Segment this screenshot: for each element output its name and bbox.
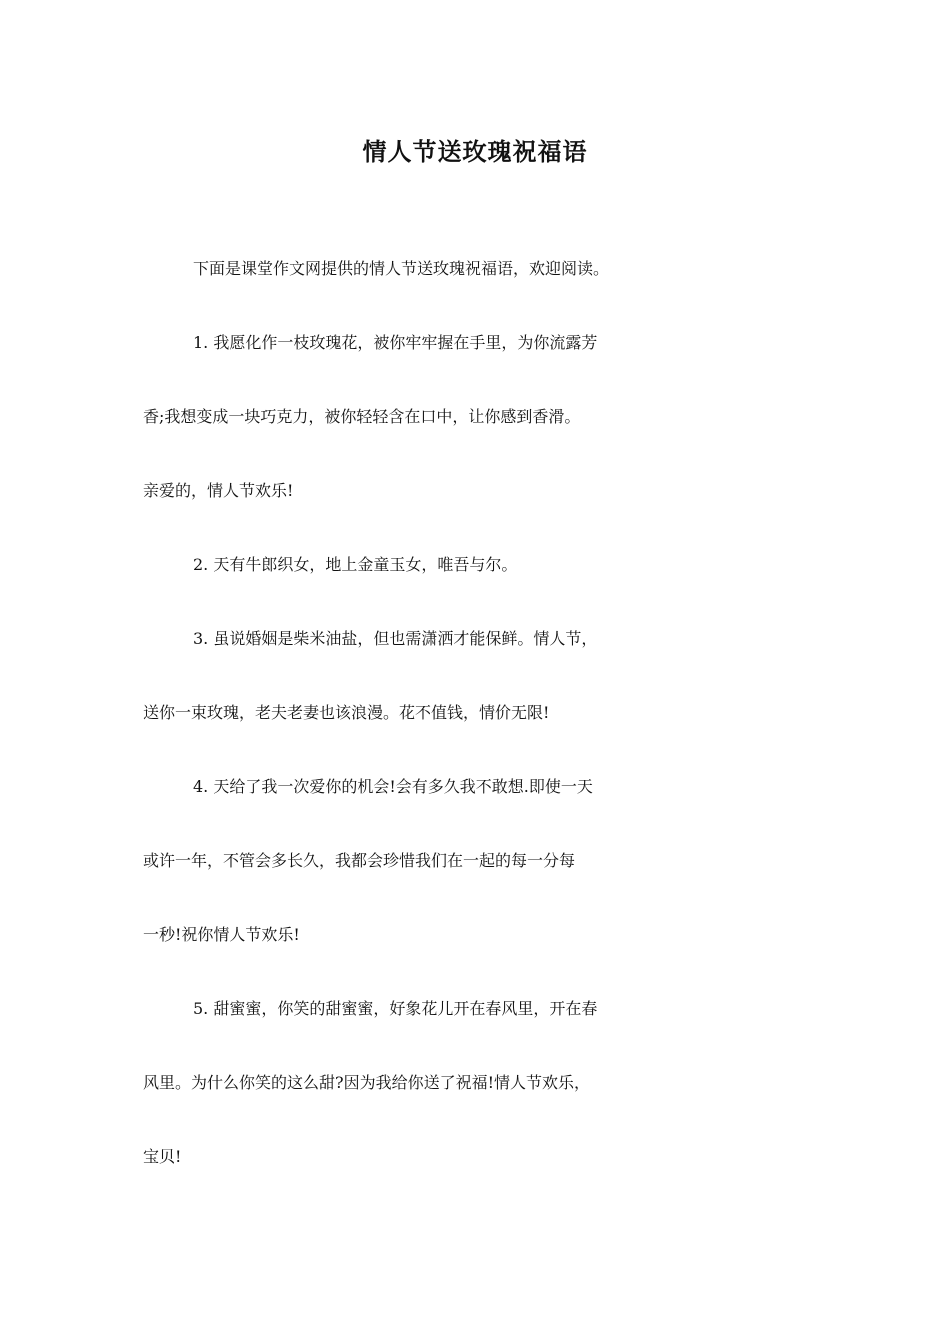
item-2-line-1: 2. 天有牛郎织女，地上金童玉女，唯吾与尔。 bbox=[193, 555, 518, 574]
item-1-line-2: 香;我想变成一块巧克力，被你轻轻含在口中，让你感到香滑。 bbox=[143, 407, 581, 426]
document-body bbox=[143, 256, 815, 1218]
item-3-line-1: 3. 虽说婚姻是柴米油盐，但也需潇洒才能保鲜。情人节， bbox=[193, 629, 598, 648]
item-4-line-2: 或许一年，不管会多长久，我都会珍惜我们在一起的每一分每 bbox=[143, 851, 576, 870]
item-5-line-1: 5. 甜蜜蜜，你笑的甜蜜蜜，好象花儿开在春风里，开在春 bbox=[193, 999, 598, 1018]
item-4-line-1: 4. 天给了我一次爱你的机会!会有多久我不敢想.即使一天 bbox=[193, 777, 593, 796]
item-4-line-3: 一秒!祝你情人节欢乐! bbox=[143, 925, 300, 944]
document-title: 情人节送玫瑰祝福语 bbox=[362, 137, 588, 166]
item-1-line-3: 亲爱的，情人节欢乐! bbox=[143, 481, 294, 500]
item-5-line-2: 风里。为什么你笑的这么甜?因为我给你送了祝福!情人节欢乐， bbox=[143, 1073, 591, 1092]
item-3-line-2: 送你一束玫瑰，老夫老妻也该浪漫。花不值钱，情价无限! bbox=[143, 703, 550, 722]
intro-paragraph: 下面是课堂作文网提供的情人节送玫瑰祝福语，欢迎阅读。 bbox=[193, 259, 610, 278]
item-5-line-3: 宝贝! bbox=[143, 1147, 182, 1166]
item-1-line-1: 1. 我愿化作一枝玫瑰花，被你牢牢握在手里，为你流露芳 bbox=[193, 333, 598, 352]
